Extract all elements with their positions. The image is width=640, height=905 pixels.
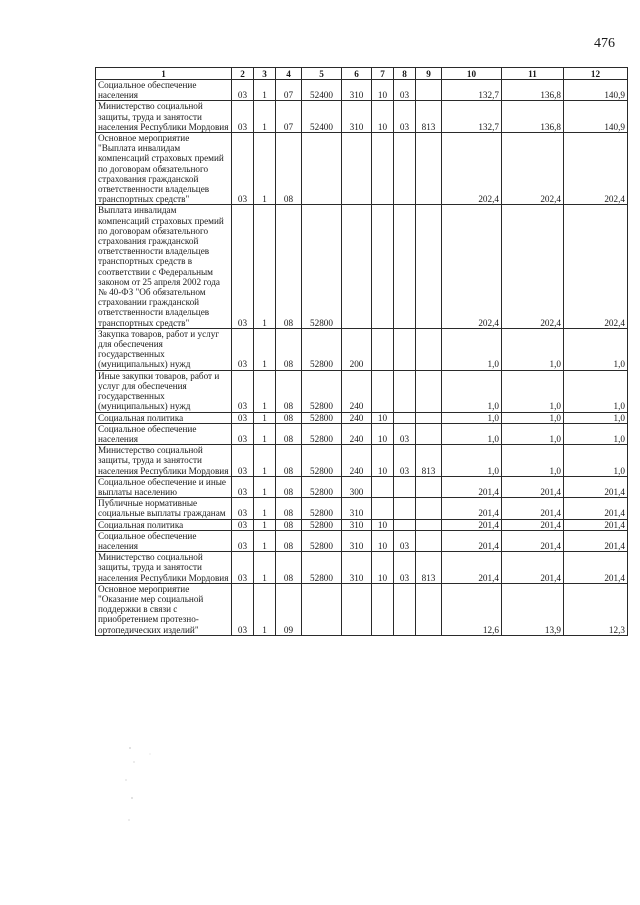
header-row <box>96 68 628 80</box>
column-header: 11 <box>502 68 564 80</box>
amount-cell: 201,4 <box>502 519 564 530</box>
table-row <box>96 412 628 423</box>
row-name-cell: Министерство социальной защиты, труда и занятости населения Республики Мордовия <box>96 552 232 584</box>
amount-cell: 132,7 <box>442 80 502 101</box>
amount-cell: 1,0 <box>502 328 564 370</box>
amount-cell: 201,4 <box>442 476 502 497</box>
amount-cell: 136,8 <box>502 80 564 101</box>
code-cell: 07 <box>276 101 302 133</box>
code-cell <box>394 498 416 519</box>
amount-cell: 1,0 <box>442 412 502 423</box>
code-cell: 52800 <box>302 476 342 497</box>
column-header: 12 <box>564 68 628 80</box>
code-cell <box>342 133 372 205</box>
code-cell: 1 <box>254 498 276 519</box>
code-cell <box>416 80 442 101</box>
row-name-cell: Закупка товаров, работ и услуг для обеспечения государственных (муниципальных) нужд <box>96 328 232 370</box>
code-cell <box>394 133 416 205</box>
row-name-cell: Основное мероприятие "Выплата инвалидам компенсаций страховых премий по договорам обязательного страхования гражданской ответственности владельцев транспортных средств" <box>96 133 232 205</box>
code-cell: 10 <box>372 80 394 101</box>
code-cell: 03 <box>232 370 254 412</box>
amount-cell: 12,3 <box>564 583 628 635</box>
code-cell <box>416 530 442 551</box>
code-cell: 10 <box>372 423 394 444</box>
code-cell: 52400 <box>302 101 342 133</box>
amount-cell: 201,4 <box>442 552 502 584</box>
code-cell: 03 <box>232 498 254 519</box>
amount-cell: 201,4 <box>564 519 628 530</box>
code-cell: 03 <box>232 423 254 444</box>
table-row <box>96 476 628 497</box>
amount-cell: 201,4 <box>502 498 564 519</box>
code-cell: 03 <box>394 445 416 477</box>
code-cell <box>416 476 442 497</box>
code-cell: 52800 <box>302 445 342 477</box>
code-cell <box>394 370 416 412</box>
code-cell: 07 <box>276 80 302 101</box>
amount-cell: 140,9 <box>564 101 628 133</box>
amount-cell: 1,0 <box>502 370 564 412</box>
code-cell: 310 <box>342 552 372 584</box>
code-cell: 1 <box>254 530 276 551</box>
code-cell: 1 <box>254 205 276 328</box>
code-cell: 08 <box>276 328 302 370</box>
amount-cell: 1,0 <box>564 412 628 423</box>
code-cell: 03 <box>232 205 254 328</box>
code-cell <box>342 583 372 635</box>
column-header: 6 <box>342 68 372 80</box>
code-cell: 1 <box>254 328 276 370</box>
amount-cell: 201,4 <box>442 498 502 519</box>
table-row <box>96 328 628 370</box>
code-cell: 1 <box>254 423 276 444</box>
row-name-cell: Социальная политика <box>96 519 232 530</box>
code-cell <box>416 498 442 519</box>
amount-cell: 202,4 <box>502 133 564 205</box>
code-cell: 08 <box>276 205 302 328</box>
amount-cell: 1,0 <box>442 370 502 412</box>
column-header: 9 <box>416 68 442 80</box>
code-cell: 03 <box>232 476 254 497</box>
code-cell <box>394 328 416 370</box>
code-cell: 52400 <box>302 80 342 101</box>
table-row <box>96 80 628 101</box>
row-name-cell: Социальное обеспечение населения <box>96 423 232 444</box>
code-cell <box>394 205 416 328</box>
code-cell: 813 <box>416 552 442 584</box>
code-cell <box>372 370 394 412</box>
column-header: 7 <box>372 68 394 80</box>
code-cell: 03 <box>232 552 254 584</box>
code-cell <box>416 205 442 328</box>
code-cell: 300 <box>342 476 372 497</box>
code-cell: 52800 <box>302 412 342 423</box>
column-header: 2 <box>232 68 254 80</box>
amount-cell: 201,4 <box>564 552 628 584</box>
table-row <box>96 423 628 444</box>
code-cell: 08 <box>276 519 302 530</box>
code-cell <box>372 133 394 205</box>
amount-cell: 201,4 <box>564 498 628 519</box>
code-cell: 03 <box>394 552 416 584</box>
code-cell: 813 <box>416 445 442 477</box>
amount-cell: 1,0 <box>564 328 628 370</box>
column-header: 4 <box>276 68 302 80</box>
code-cell: 03 <box>232 328 254 370</box>
code-cell <box>342 205 372 328</box>
amount-cell: 1,0 <box>502 412 564 423</box>
code-cell: 1 <box>254 133 276 205</box>
code-cell: 52800 <box>302 530 342 551</box>
code-cell <box>416 133 442 205</box>
code-cell <box>394 519 416 530</box>
code-cell: 03 <box>394 530 416 551</box>
code-cell: 08 <box>276 476 302 497</box>
code-cell <box>416 370 442 412</box>
code-cell: 08 <box>276 423 302 444</box>
code-cell: 03 <box>232 133 254 205</box>
amount-cell: 201,4 <box>564 530 628 551</box>
code-cell: 1 <box>254 370 276 412</box>
code-cell: 08 <box>276 552 302 584</box>
code-cell: 08 <box>276 133 302 205</box>
amount-cell: 201,4 <box>502 552 564 584</box>
code-cell <box>372 476 394 497</box>
code-cell: 1 <box>254 412 276 423</box>
amount-cell: 12,6 <box>442 583 502 635</box>
code-cell: 10 <box>372 519 394 530</box>
code-cell: 240 <box>342 412 372 423</box>
amount-cell: 202,4 <box>442 133 502 205</box>
code-cell: 200 <box>342 328 372 370</box>
code-cell <box>416 519 442 530</box>
code-cell: 10 <box>372 530 394 551</box>
amount-cell: 201,4 <box>502 530 564 551</box>
amount-cell: 1,0 <box>442 423 502 444</box>
code-cell: 1 <box>254 552 276 584</box>
amount-cell: 201,4 <box>502 476 564 497</box>
row-name-cell: Социальное обеспечение населения <box>96 530 232 551</box>
code-cell: 10 <box>372 552 394 584</box>
code-cell: 09 <box>276 583 302 635</box>
code-cell: 03 <box>232 101 254 133</box>
code-cell: 08 <box>276 530 302 551</box>
code-cell <box>416 583 442 635</box>
table-row <box>96 583 628 635</box>
table-row <box>96 530 628 551</box>
table-row <box>96 519 628 530</box>
amount-cell: 201,4 <box>564 476 628 497</box>
amount-cell: 202,4 <box>564 133 628 205</box>
code-cell: 52800 <box>302 519 342 530</box>
code-cell: 03 <box>394 80 416 101</box>
code-cell <box>302 583 342 635</box>
code-cell: 1 <box>254 80 276 101</box>
code-cell: 52800 <box>302 328 342 370</box>
code-cell <box>372 583 394 635</box>
amount-cell: 13,9 <box>502 583 564 635</box>
code-cell: 10 <box>372 101 394 133</box>
code-cell <box>416 423 442 444</box>
amount-cell: 1,0 <box>502 423 564 444</box>
row-name-cell: Выплата инвалидам компенсаций страховых премий по договорам обязательного страхования гражданской ответственности владельцев транспортных средств в соответствии с Федеральным законом от 25 апреля 2002 года № 40-ФЗ "Об обязательном страховании гражданской ответственности владельцев транспортных средств" <box>96 205 232 328</box>
amount-cell: 201,4 <box>442 530 502 551</box>
amount-cell: 1,0 <box>564 445 628 477</box>
scan-specks <box>120 740 200 840</box>
amount-cell: 132,7 <box>442 101 502 133</box>
code-cell: 1 <box>254 583 276 635</box>
row-name-cell: Иные закупки товаров, работ и услуг для обеспечения государственных (муниципальных) нужд <box>96 370 232 412</box>
code-cell: 08 <box>276 370 302 412</box>
code-cell: 1 <box>254 101 276 133</box>
code-cell: 03 <box>232 412 254 423</box>
code-cell: 52800 <box>302 498 342 519</box>
amount-cell: 202,4 <box>502 205 564 328</box>
code-cell: 03 <box>232 445 254 477</box>
code-cell <box>372 328 394 370</box>
code-cell: 310 <box>342 498 372 519</box>
amount-cell: 136,8 <box>502 101 564 133</box>
code-cell: 03 <box>394 423 416 444</box>
amount-cell: 1,0 <box>442 445 502 477</box>
code-cell: 1 <box>254 519 276 530</box>
code-cell <box>394 476 416 497</box>
page-number: 476 <box>594 36 615 51</box>
row-name-cell: Основное мероприятие "Оказание мер социальной поддержки в связи с приобретением протезно-ортопедических изделий" <box>96 583 232 635</box>
amount-cell: 1,0 <box>502 445 564 477</box>
code-cell <box>302 133 342 205</box>
row-name-cell: Министерство социальной защиты, труда и занятости населения Республики Мордовия <box>96 101 232 133</box>
table-row <box>96 133 628 205</box>
column-header: 3 <box>254 68 276 80</box>
code-cell: 52800 <box>302 370 342 412</box>
amount-cell: 140,9 <box>564 80 628 101</box>
code-cell: 03 <box>394 101 416 133</box>
amount-cell: 201,4 <box>442 519 502 530</box>
code-cell: 310 <box>342 80 372 101</box>
code-cell <box>372 205 394 328</box>
code-cell <box>394 583 416 635</box>
code-cell: 52800 <box>302 552 342 584</box>
code-cell: 1 <box>254 445 276 477</box>
table-row <box>96 370 628 412</box>
amount-cell: 1,0 <box>564 370 628 412</box>
row-name-cell: Социальное обеспечение и иные выплаты населению <box>96 476 232 497</box>
code-cell: 240 <box>342 370 372 412</box>
row-name-cell: Социальное обеспечение населения <box>96 80 232 101</box>
amount-cell: 202,4 <box>442 205 502 328</box>
table-row <box>96 205 628 328</box>
code-cell: 240 <box>342 423 372 444</box>
code-cell: 1 <box>254 476 276 497</box>
code-cell: 08 <box>276 498 302 519</box>
code-cell: 240 <box>342 445 372 477</box>
amount-cell: 1,0 <box>564 423 628 444</box>
amount-cell: 1,0 <box>442 328 502 370</box>
table-row <box>96 498 628 519</box>
row-name-cell: Министерство социальной защиты, труда и занятости населения Республики Мордовия <box>96 445 232 477</box>
code-cell <box>394 412 416 423</box>
column-header: 1 <box>96 68 232 80</box>
amount-cell: 202,4 <box>564 205 628 328</box>
code-cell: 52800 <box>302 205 342 328</box>
budget-table <box>95 67 628 636</box>
row-name-cell: Публичные нормативные социальные выплаты гражданам <box>96 498 232 519</box>
column-header: 5 <box>302 68 342 80</box>
row-name-cell: Социальная политика <box>96 412 232 423</box>
table-row <box>96 101 628 133</box>
code-cell: 52800 <box>302 423 342 444</box>
code-cell <box>416 412 442 423</box>
code-cell: 10 <box>372 412 394 423</box>
code-cell: 03 <box>232 519 254 530</box>
code-cell: 08 <box>276 412 302 423</box>
code-cell: 310 <box>342 519 372 530</box>
code-cell <box>416 328 442 370</box>
code-cell: 10 <box>372 445 394 477</box>
table-row <box>96 552 628 584</box>
code-cell <box>372 498 394 519</box>
column-header: 8 <box>394 68 416 80</box>
table-row <box>96 445 628 477</box>
code-cell: 03 <box>232 583 254 635</box>
column-header: 10 <box>442 68 502 80</box>
code-cell: 08 <box>276 445 302 477</box>
code-cell: 310 <box>342 530 372 551</box>
code-cell: 310 <box>342 101 372 133</box>
code-cell: 813 <box>416 101 442 133</box>
code-cell: 03 <box>232 80 254 101</box>
code-cell: 03 <box>232 530 254 551</box>
